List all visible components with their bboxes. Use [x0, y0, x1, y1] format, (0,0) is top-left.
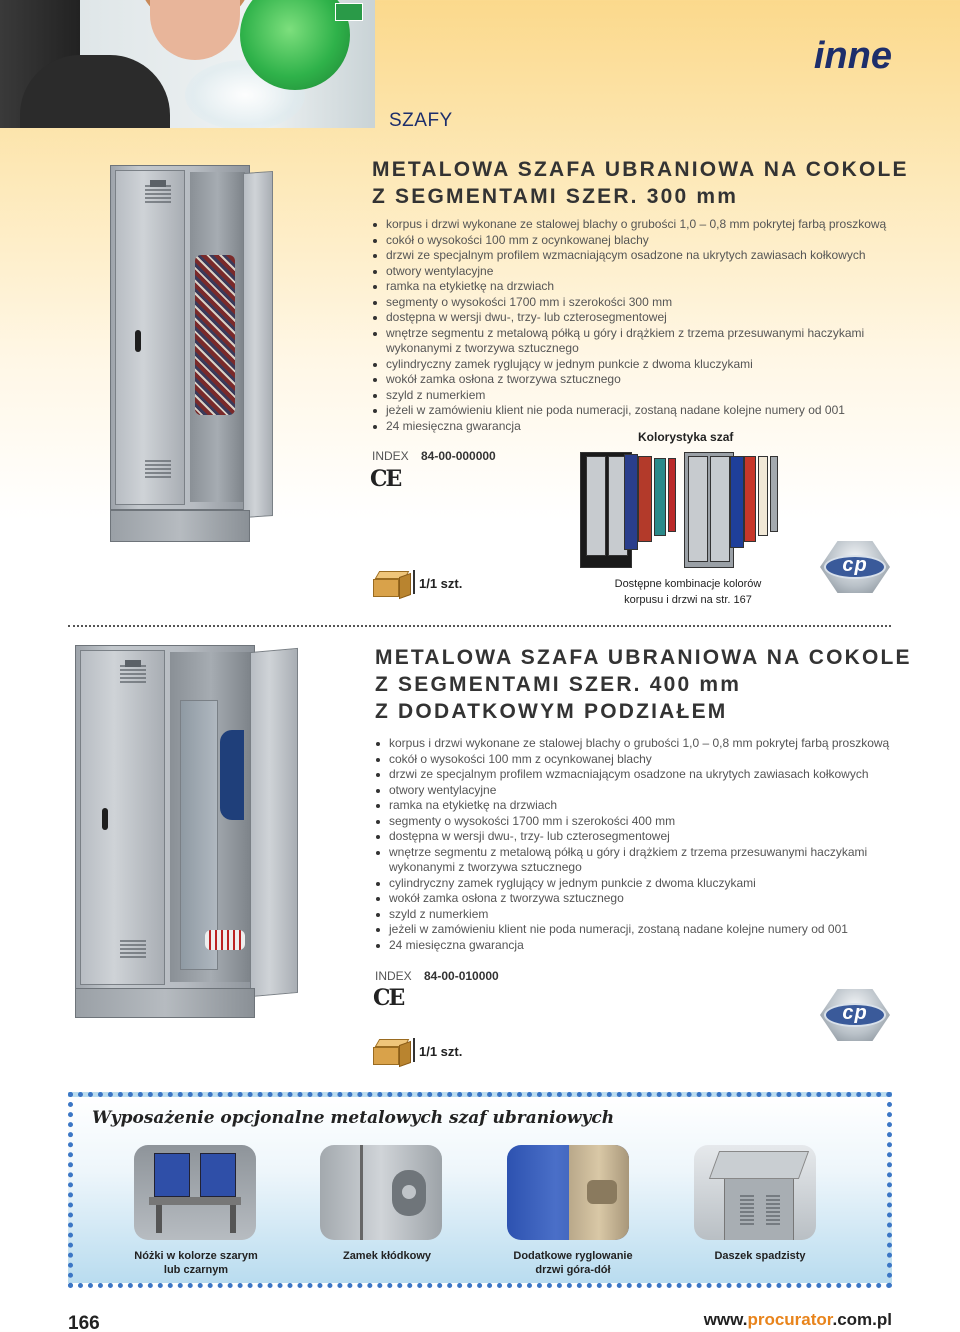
section-divider	[68, 625, 891, 627]
equipment-caption-padlock: Zamek kłódkowy	[342, 1250, 432, 1262]
product1-index-value: 84-00-000000	[421, 449, 496, 463]
package-box-icon	[373, 1039, 411, 1065]
category-brand: inne	[813, 35, 892, 77]
list-item: cokół o wysokości 100 mm z ocynkowanej blachy	[372, 233, 892, 249]
list-item: szyld z numerkiem	[372, 388, 892, 404]
equipment-caption-slanted-roof: Daszek spadzisty	[714, 1250, 806, 1262]
product2-ce-mark: CE	[373, 985, 404, 1011]
website-link[interactable]: www.procurator.com.pl	[703, 1310, 892, 1329]
list-item: dostępna w wersji dwu-, trzy- lub czterosegmentowej	[372, 310, 892, 326]
section-title: SZAFY	[389, 110, 453, 131]
list-item: drzwi ze specjalnym profilem wzmacniającym osadzone na ukrytych zawiasach kołkowych	[375, 767, 895, 783]
product2-title-line3: Z DODATKOWYM PODZIAŁEM	[375, 700, 728, 723]
list-item: ramka na etykietkę na drzwiach	[372, 279, 892, 295]
equipment-slanted-roof-image	[694, 1145, 816, 1240]
product1-pack-quantity: 1/1 szt.	[419, 576, 463, 591]
product2-title	[375, 644, 912, 725]
list-item: dostępna w wersji dwu-, trzy- lub czterosegmentowej	[375, 829, 895, 845]
equipment-caption-extra-lock: Dodatkowe ryglowanie drzwi góra-dół	[513, 1250, 633, 1276]
list-item: korpus i drzwi wykonane ze stalowej blachy o grubości 1,0 – 0,8 mm pokrytej farbą proszkową	[375, 736, 895, 752]
cp-logo: cp	[820, 989, 890, 1041]
product2-image	[70, 640, 310, 1025]
equipment-extra-lock-image	[507, 1145, 629, 1240]
header-photo	[0, 0, 375, 128]
product1-feature-list	[372, 217, 892, 434]
product2-pack-quantity: 1/1 szt.	[419, 1044, 463, 1059]
list-item: szyld z numerkiem	[375, 907, 895, 923]
list-item: jeżeli w zamówieniu klient nie poda numeracji, zostaną nadane kolejne numery od 001	[372, 403, 892, 419]
list-item: drzwi ze specjalnym profilem wzmacniającym osadzone na ukrytych zawiasach kołkowych	[372, 248, 892, 264]
list-item: 24 miesięczna gwarancja	[372, 419, 892, 435]
equipment-caption-feet: Nóżki w kolorze szarym lub czarnym	[134, 1250, 258, 1276]
optional-equipment-title: Wyposażenie opcjonalne metalowych szaf ubraniowych	[92, 1108, 615, 1128]
list-item: wokół zamka osłona z tworzywa sztucznego	[372, 372, 892, 388]
list-item: cylindryczny zamek ryglujący w jednym punkcie z dwoma kluczykami	[375, 876, 895, 892]
list-item: cokół o wysokości 100 mm z ocynkowanej blachy	[375, 752, 895, 768]
product2-index-value: 84-00-010000	[424, 969, 499, 983]
product2-feature-list	[375, 736, 895, 953]
equipment-padlock-image	[320, 1145, 442, 1240]
list-item: segmenty o wysokości 1700 mm i szerokości 400 mm	[375, 814, 895, 830]
list-item: wnętrze segmentu z metalową półką u góry i drążkiem z trzema przesuwanymi haczykami	[372, 326, 892, 342]
product1-title	[372, 156, 909, 210]
list-item: otwory wentylacyjne	[372, 264, 892, 280]
list-item: cylindryczny zamek ryglujący w jednym punkcie z dwoma kluczykami	[372, 357, 892, 373]
page-number: 166	[68, 1313, 100, 1332]
product2-title-line2: Z SEGMENTAMI SZER. 400 mm	[375, 673, 742, 696]
product1-index-label: INDEX	[372, 449, 409, 463]
cp-logo: cp	[820, 541, 890, 593]
list-item: segmenty o wysokości 1700 mm i szerokości 300 mm	[372, 295, 892, 311]
color-variants-image	[578, 448, 788, 570]
product2-index-label: INDEX	[375, 969, 412, 983]
list-item: korpus i drzwi wykonane ze stalowej blachy o grubości 1,0 – 0,8 mm pokrytej farbą proszkową	[372, 217, 892, 233]
list-item: wykonanymi z tworzywa sztucznego	[389, 860, 582, 874]
product2-title-line1: METALOWA SZAFA UBRANIOWA NA COKOLE	[375, 646, 912, 669]
product1-title-line1: METALOWA SZAFA UBRANIOWA NA COKOLE	[372, 158, 909, 181]
list-item: 24 miesięczna gwarancja	[375, 938, 895, 954]
package-box-icon	[373, 571, 411, 597]
product1-ce-mark: CE	[370, 466, 401, 492]
product1-available-colors-note: Dostępne kombinacje kolorów korpusu i drzwi na str. 167	[614, 578, 762, 606]
list-item: jeżeli w zamówieniu klient nie poda numeracji, zostaną nadane kolejne numery od 001	[375, 922, 895, 938]
product1-title-line2: Z SEGMENTAMI SZER. 300 mm	[372, 185, 739, 208]
colors-title: Kolorystyka szaf	[638, 430, 734, 444]
list-item: wokół zamka osłona z tworzywa sztucznego	[375, 891, 895, 907]
product1-image	[105, 160, 275, 550]
list-item: wnętrze segmentu z metalową półką u góry i drążkiem z trzema przesuwanymi haczykami	[375, 845, 895, 861]
list-item: ramka na etykietkę na drzwiach	[375, 798, 895, 814]
list-item: wykonanymi z tworzywa sztucznego	[386, 341, 579, 355]
list-item: otwory wentylacyjne	[375, 783, 895, 799]
equipment-feet-image	[134, 1145, 256, 1240]
